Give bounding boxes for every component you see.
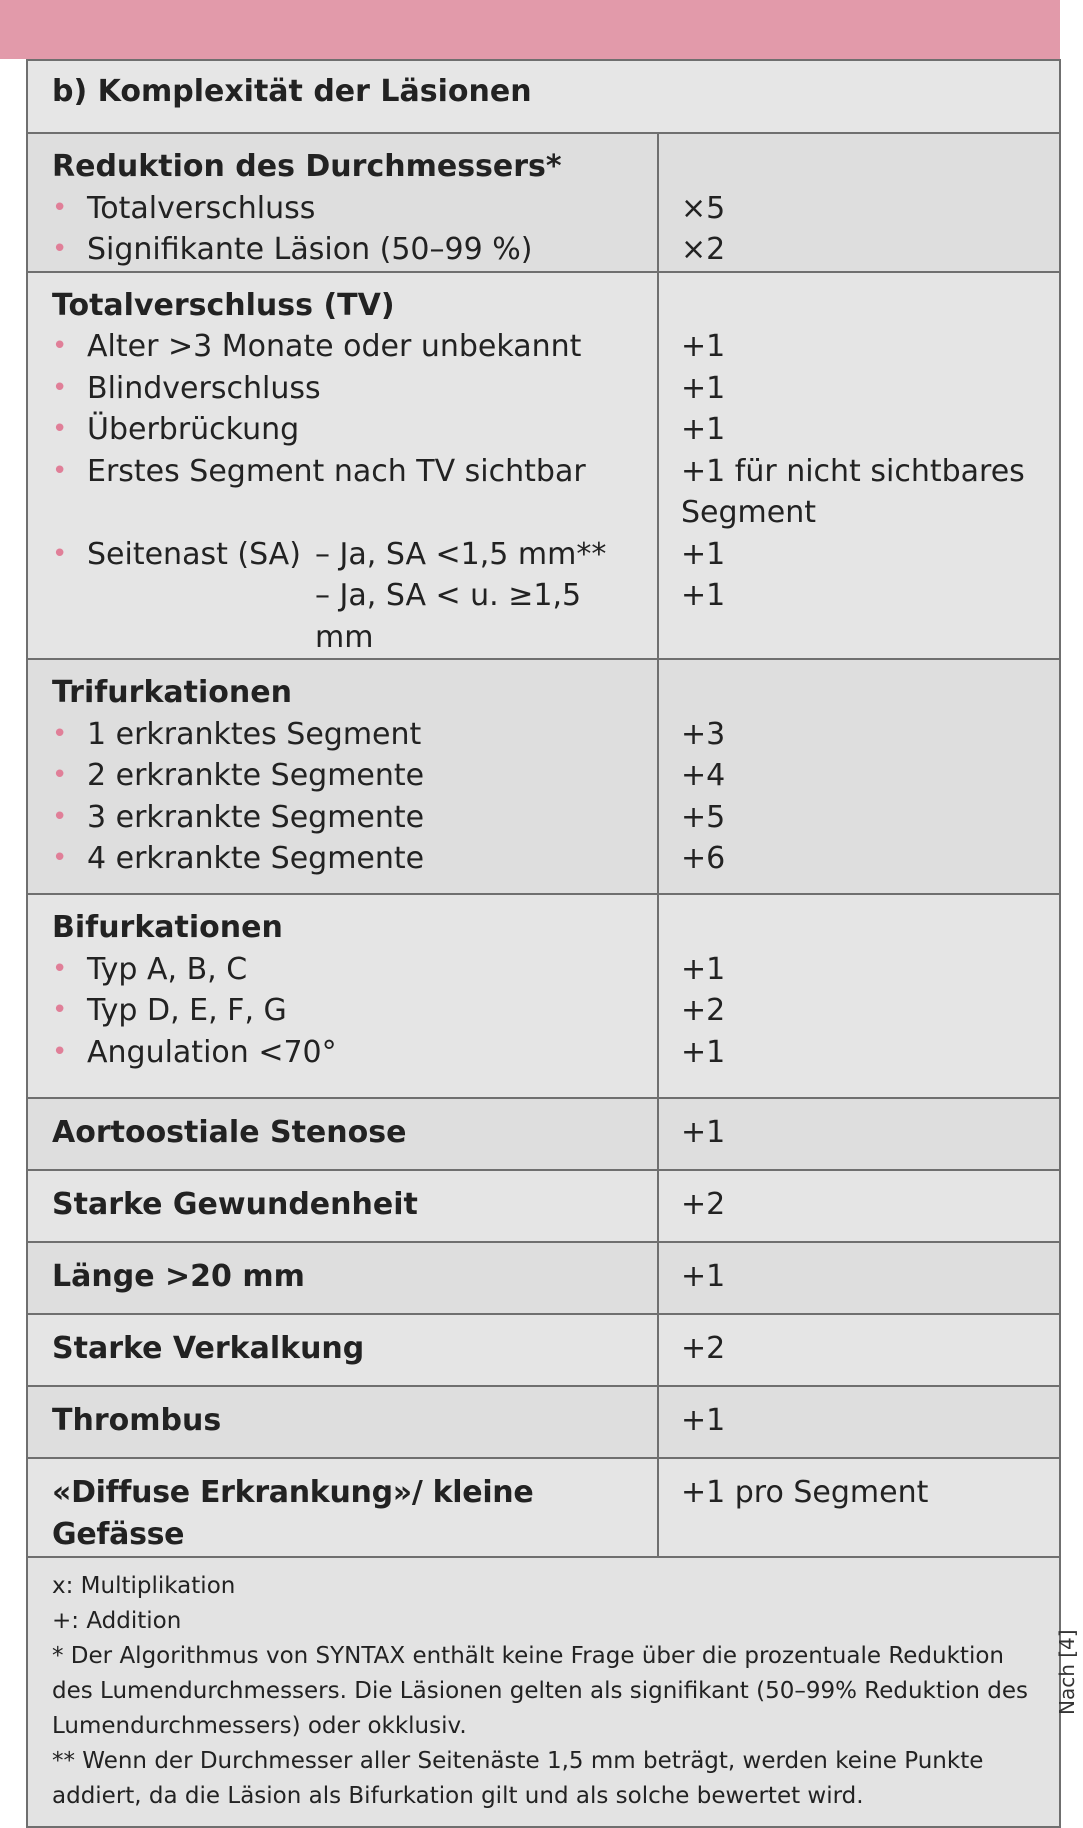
row-value: +2	[681, 1187, 726, 1222]
row-value: +2	[681, 1331, 726, 1366]
bullet-icon: •	[52, 1036, 68, 1067]
row-label: Starke Gewundenheit	[52, 1187, 418, 1222]
row-value: +1	[681, 1403, 726, 1438]
item-value: +1	[681, 370, 726, 406]
item-value: +1	[681, 412, 726, 447]
seitenast-option: – Ja, SA < u. ≥1,5 mm	[315, 578, 582, 655]
syntax-lesion-table	[26, 59, 1061, 1828]
section-trifurkationen	[27, 659, 1060, 894]
row-laenge	[27, 1242, 1060, 1314]
list-item: • Überbrückung	[52, 409, 647, 451]
row-label: Starke Verkalkung	[52, 1331, 365, 1366]
bullet-icon: •	[52, 718, 68, 749]
bullet-icon: •	[52, 372, 68, 403]
list-item: • Signifikante Läsion (50–99 %)	[52, 229, 647, 271]
bullet-icon: •	[52, 995, 68, 1025]
bullet-icon: •	[52, 414, 68, 444]
row-label: Thrombus	[52, 1403, 222, 1438]
list-item: • Totalverschluss	[52, 188, 647, 230]
item-value: +1	[681, 536, 726, 572]
row-starke-verkalkung	[27, 1314, 1060, 1386]
section-header: Reduktion des Durchmessers*	[52, 149, 562, 184]
bullet-icon: •	[52, 843, 68, 873]
list-item: • 2 erkrankte Segmente	[52, 755, 647, 797]
item-value: +1	[681, 951, 726, 987]
footnotes-row	[27, 1557, 1060, 1827]
row-label: «Diffuse Erkrankung»/ kleine Gefässe	[52, 1475, 534, 1552]
row-thrombus	[27, 1386, 1060, 1458]
bullet-icon: •	[52, 953, 68, 984]
section-header: Trifurkationen	[52, 675, 292, 710]
list-item: • 4 erkrankte Segmente	[52, 838, 647, 880]
section-header: Bifurkationen	[52, 910, 283, 945]
list-item: • Typ D, E, F, G	[52, 990, 647, 1032]
item-value: +3	[681, 716, 726, 752]
section-reduktion	[27, 133, 1060, 272]
item-value: +5	[681, 799, 726, 835]
list-item: • Blindverschluss	[52, 368, 647, 410]
row-label: Länge >20 mm	[52, 1259, 305, 1294]
bullet-icon: •	[52, 801, 68, 832]
bullet-icon: •	[52, 331, 68, 361]
bullet-icon: •	[52, 538, 68, 569]
section-bifurkationen	[27, 894, 1060, 1098]
row-value: +1	[681, 1115, 726, 1150]
footnote-mult: x: Multiplikation	[52, 1573, 236, 1599]
item-value: Segment	[681, 495, 816, 530]
list-item: • Angulation <70°	[52, 1032, 647, 1074]
item-value: +1 für nicht sichtbares	[681, 453, 1025, 489]
item-value: +4	[681, 758, 726, 793]
row-diffuse-erkrankung	[27, 1458, 1060, 1557]
row-label: Aortoostiale Stenose	[52, 1115, 407, 1150]
bullet-icon: •	[52, 760, 68, 790]
footnote-star2: ** Wenn der Durchmesser aller Seitenäste 1,5 mm beträgt, werden keine Punkte addiert, da die Läsion als Bifurkation gilt und als solche bewertet wird.	[52, 1748, 984, 1809]
list-item: • Erstes Segment nach TV sichtbar	[52, 451, 647, 493]
row-starke-gewundenheit	[27, 1170, 1060, 1242]
item-value: +6	[681, 841, 726, 876]
section-header: Totalverschluss (TV)	[52, 287, 395, 323]
list-item: • Typ A, B, C	[52, 949, 647, 991]
footnote-star1: * Der Algorithmus von SYNTAX enthält keine Frage über die prozentuale Reduktion des Lumendurchmessers. Die Läsionen gelten als signifikant (50–99% Reduktion des Lumendurchmessers) oder okklusiv.	[52, 1643, 1028, 1739]
item-value: +1	[681, 329, 726, 364]
item-value: ×5	[681, 190, 726, 226]
footnote-add: +: Addition	[52, 1608, 182, 1634]
bullet-icon: •	[52, 455, 68, 486]
item-value: ×2	[681, 232, 726, 267]
footnotes	[28, 1558, 1059, 1814]
item-value: +2	[681, 993, 726, 1028]
table-title: b) Komplexität der Läsionen	[52, 74, 532, 109]
row-aortoostiale-stenose	[27, 1098, 1060, 1170]
item-value: +1	[681, 578, 726, 613]
bullet-icon: •	[52, 192, 68, 223]
source-citation: Nach [4]	[1055, 1629, 1079, 1715]
row-value: +1 pro Segment	[681, 1475, 929, 1510]
bullet-icon: •	[52, 234, 68, 264]
list-item: • Alter >3 Monate oder unbekannt	[52, 326, 647, 368]
header-accent-bar	[0, 0, 1060, 59]
item-value: +1	[681, 1034, 726, 1070]
list-item: • 1 erkranktes Segment	[52, 714, 647, 756]
row-value: +1	[681, 1259, 726, 1294]
section-totalverschluss	[27, 272, 1060, 660]
list-item-seitenast: • Seitenast (SA) – Ja, SA <1,5 mm**	[52, 534, 647, 576]
list-item: • 3 erkrankte Segmente	[52, 797, 647, 839]
table-title-row	[27, 60, 1060, 133]
